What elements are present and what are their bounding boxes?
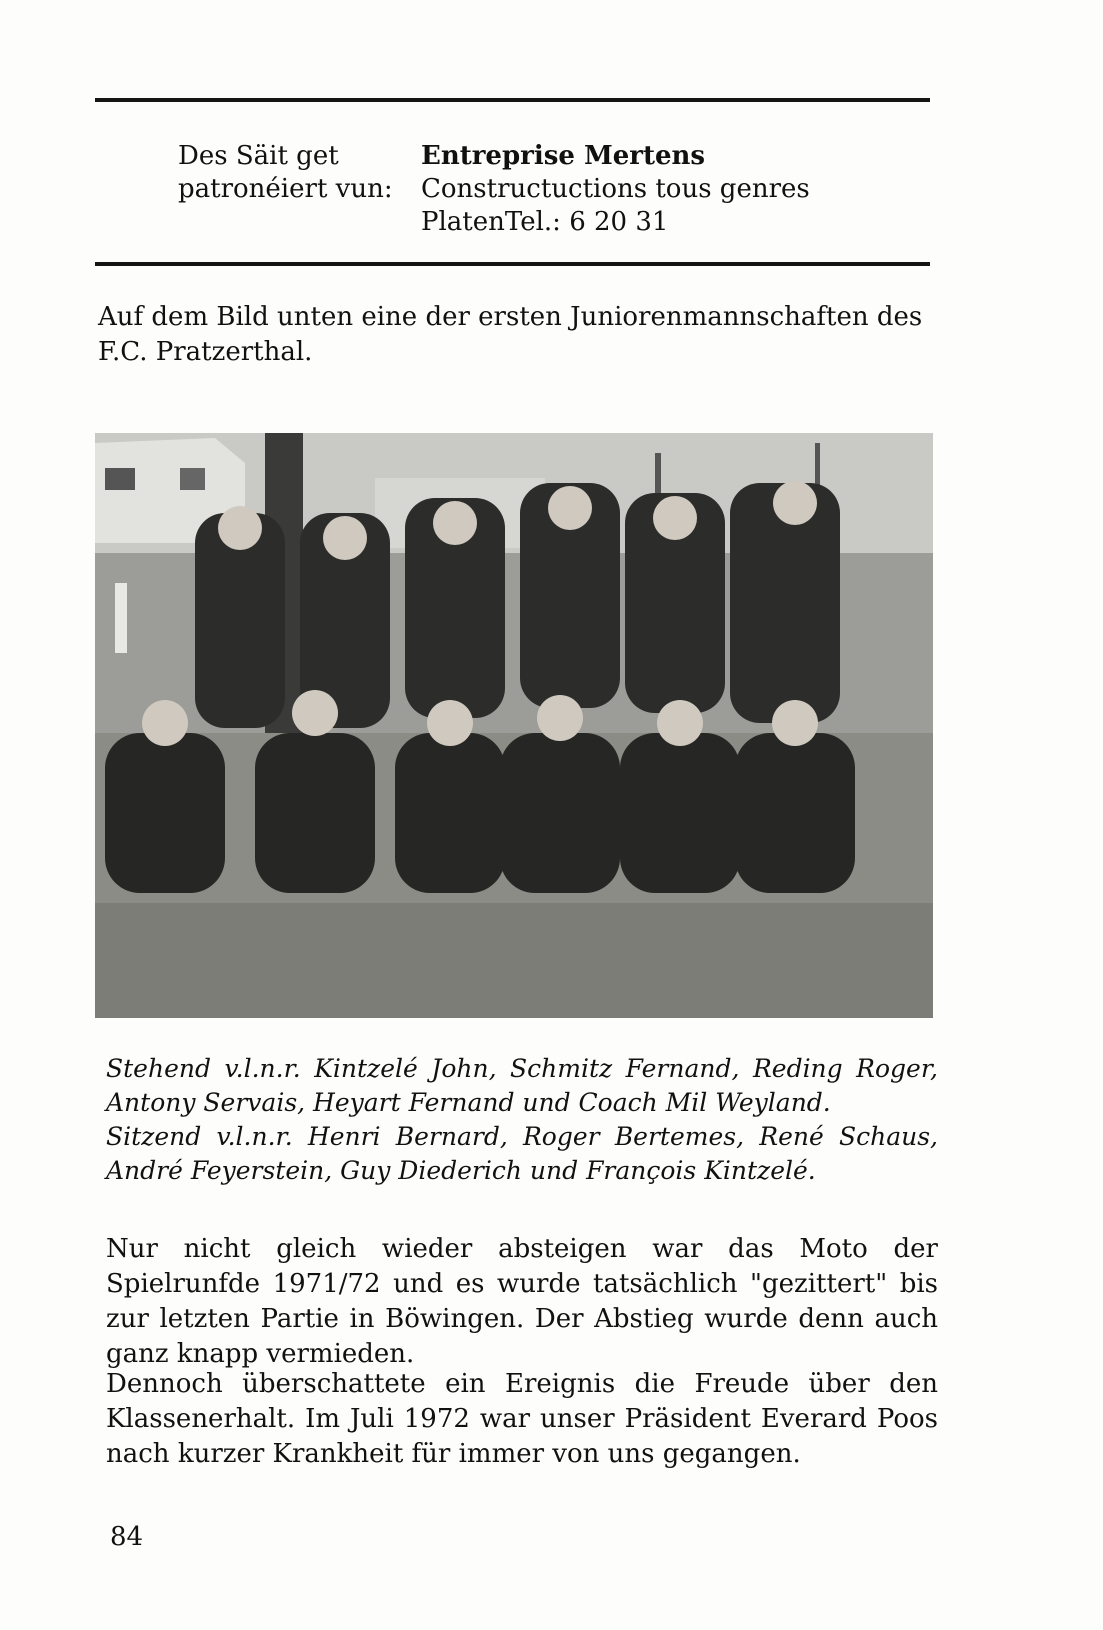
intro-text: Auf dem Bild unten eine der ersten Juniorenmannschaften des F.C. Pratzerthal. xyxy=(98,302,923,367)
company-activity: Constructuctions tous genres xyxy=(421,174,810,204)
team-photo xyxy=(95,433,933,1018)
paragraph-season: Nur nicht gleich wieder absteigen war das Moto der Spielrunfde 1971/72 und es wurde tatsächlich "gezittert" bis zur letzten Partie in Böwingen. Der Abstieg wurde denn auch ganz knapp vermieden. xyxy=(106,1234,938,1369)
caption-sitting: Sitzend v.l.n.r. Henri Bernard, Roger Bertemes, René Schaus, André Feyerstein, Guy Diederich und François Kintzelé. xyxy=(106,1122,938,1185)
company-contact: PlatenTel.: 6 20 31 xyxy=(421,207,669,237)
team-photo-illustration xyxy=(95,433,933,1018)
paragraph-president: Dennoch überschattete ein Ereignis die Freude über den Klassenerhalt. Im Juli 1972 war unser Präsident Everard Poos nach kurzer Krankheit für immer von uns gegangen. xyxy=(106,1369,938,1469)
bottom-divider xyxy=(95,262,930,266)
sponsor-label-line2: patronéiert vun: xyxy=(178,174,393,204)
top-divider xyxy=(95,98,930,102)
page-number: 84 xyxy=(110,1522,144,1552)
caption-standing: Stehend v.l.n.r. Kintzelé John, Schmitz Fernand, Reding Roger, Antony Servais, Heyart Fernand und Coach Mil Weyland. xyxy=(106,1054,938,1117)
sponsor-label xyxy=(178,140,408,206)
sponsor-label-line1: Des Säit get xyxy=(178,141,339,171)
company-name: Entreprise Mertens xyxy=(421,141,706,171)
photo-caption xyxy=(106,1052,938,1188)
sponsor-company xyxy=(421,140,881,239)
